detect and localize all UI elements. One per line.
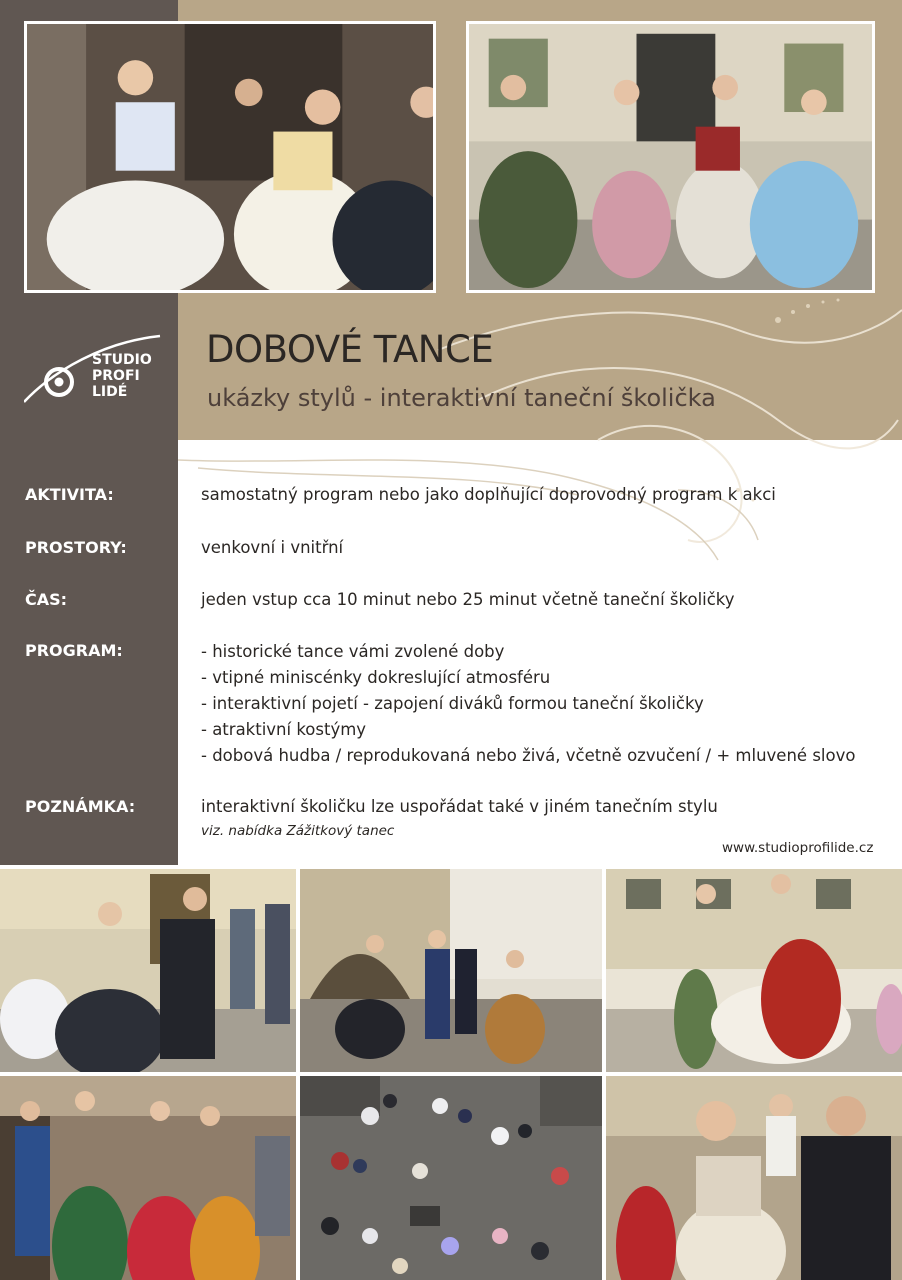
- photo-grid-aerial-courtyard: [300, 1076, 602, 1280]
- value-poznamka-sub: viz. nabídka Zážitkový tanec: [201, 823, 395, 839]
- photo-grid-couple-closeup: [606, 1076, 902, 1280]
- label-cas: ČAS:: [25, 590, 68, 609]
- program-item: - historické tance vámi zvolené doby: [201, 642, 505, 661]
- website-url: www.studioprofilide.cz: [722, 840, 874, 856]
- value-poznamka: interaktivní školičku lze uspořádat také v jiném tanečním stylu: [201, 797, 718, 816]
- photo-baroque-dancers: [466, 21, 875, 293]
- logo-line-studio: STUDIO: [92, 352, 152, 368]
- value-aktivita: samostatný program nebo jako doplňující doprovodný program k akci: [201, 485, 776, 504]
- page-title: DOBOVÉ TANCE: [206, 328, 494, 371]
- logo-line-profi: PROFI: [92, 368, 140, 384]
- label-program: PROGRAM:: [25, 641, 123, 660]
- label-aktivita: AKTIVITA:: [25, 485, 114, 504]
- label-prostory: PROSTORY:: [25, 538, 127, 557]
- page-subtitle: ukázky stylů - interaktivní taneční školička: [207, 384, 716, 412]
- photo-grid-couple-dance: [0, 869, 296, 1072]
- program-item: - interaktivní pojetí - zapojení diváků formou taneční školičky: [201, 694, 704, 713]
- program-item: - vtipné miniscénky dokreslující atmosféru: [201, 668, 551, 687]
- photo-grid-red-dress: [606, 869, 902, 1072]
- program-list: [201, 641, 855, 771]
- program-item: - dobová hudba / reprodukovaná nebo živá, včetně ozvučení / + mluvené slovo: [201, 746, 856, 765]
- logo-text: [92, 352, 152, 400]
- photo-grid-courtyard-dance: [300, 869, 602, 1072]
- photo-grid-renaissance-costumes: [0, 1076, 296, 1280]
- label-poznamka: POZNÁMKA:: [25, 797, 136, 816]
- photo-dancers-ballroom: [24, 21, 436, 293]
- value-prostory: venkovní i vnitřní: [201, 538, 344, 557]
- value-cas: jeden vstup cca 10 minut nebo 25 minut včetně taneční školičky: [201, 590, 735, 609]
- program-item: - atraktivní kostýmy: [201, 720, 367, 739]
- logo-line-lide: LIDÉ: [92, 384, 128, 400]
